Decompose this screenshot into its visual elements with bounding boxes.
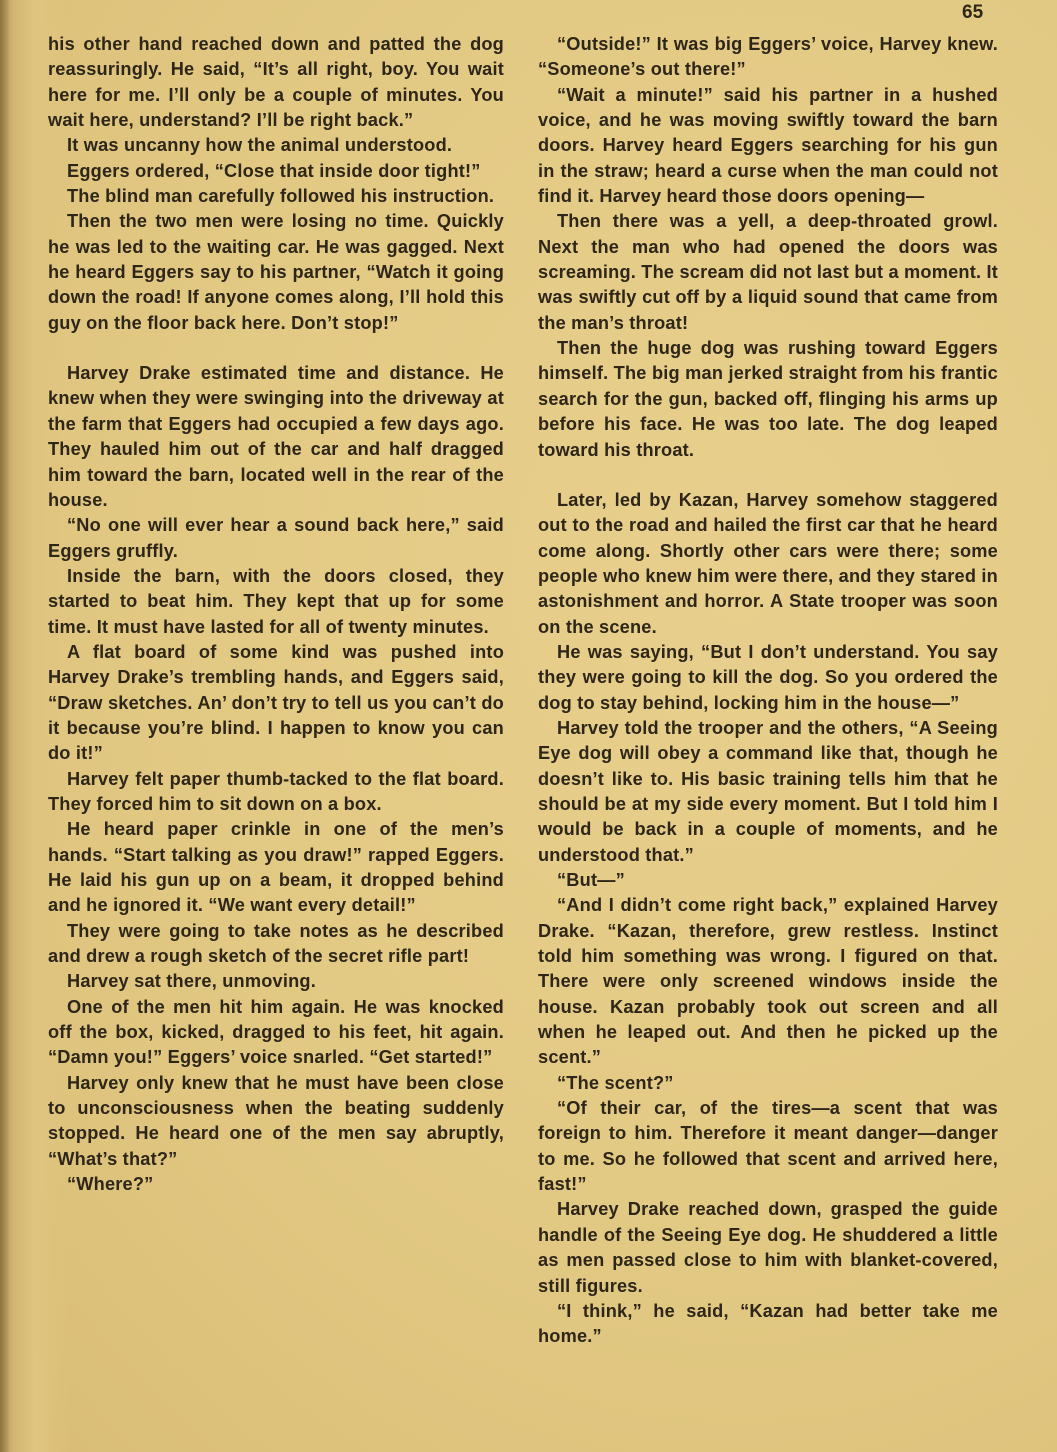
paragraph: “Where?” — [67, 1174, 154, 1195]
right-block-1 — [538, 32, 998, 463]
paragraph: He heard paper crinkle in one of the men’s hands. “Start talking as you draw!” rapped Eggers. He laid his gun up on a beam, it dropped behind and he ignored it. “We want every detail!” — [48, 819, 504, 916]
paragraph: They were going to take notes as he described and drew a rough sketch of the secret rifle part! — [48, 920, 504, 967]
paragraph: One of the men hit him again. He was knocked off the box, kicked, dragged to his feet, hit again. “Damn you!” Eggers’ voice snarled. “Get started!” — [48, 996, 504, 1068]
paragraph: It was uncanny how the animal understood. — [67, 135, 453, 156]
paragraph: “Wait a minute!” said his partner in a hushed voice, and he was moving swiftly toward the barn doors. Harvey heard Eggers searching for his gun in the straw; heard a curse when the man could not find it. Harvey heard those doors opening— — [538, 84, 998, 207]
paragraph: Eggers ordered, “Close that inside door tight!” — [67, 160, 481, 181]
paragraph: “I think,” he said, “Kazan had better take me home.” — [538, 1300, 998, 1347]
paragraph: Harvey Drake estimated time and distance. He knew when they were swinging into the driveway at the farm that Eggers had occupied a few days ago. They hauled him out of the car and half dragged him toward the barn, located well in the rear of the house. — [48, 363, 504, 510]
right-column — [538, 32, 998, 1350]
left-column — [48, 32, 504, 1197]
left-block-1 — [48, 32, 504, 336]
paragraph: “No one will ever hear a sound back here,” said Eggers gruffly. — [48, 515, 504, 561]
paragraph: his other hand reached down and patted the dog reassuringly. He said, “It’s all right, boy. You wait here for me. I’ll only be a couple of minutes. You wait here, understand? I’ll be right back.” — [48, 34, 504, 131]
page-number: 65 — [962, 2, 984, 23]
paragraph: A flat board of some kind was pushed into Harvey Drake’s trembling hands, and Eggers said, “Draw sketches. An’ don’t try to tell us you can’t do it because you’re blind. I happen to know you can do it!” — [48, 641, 504, 764]
paragraph: Harvey only knew that he must have been close to unconsciousness when the beating suddenly stopped. He heard one of the men say abruptly, “What’s that?” — [48, 1072, 504, 1169]
section-break — [48, 336, 504, 361]
paragraph: Then there was a yell, a deep-throated growl. Next the man who had opened the doors was screaming. The scream did not last but a moment. It was swiftly cut off by a liquid sound that came from the man’s throat! — [538, 211, 998, 333]
paragraph: He was saying, “But I don’t understand. You say they were going to kill the dog. So you ordered the dog to stay behind, locking him in the house—” — [538, 641, 998, 713]
paragraph: Then the huge dog was rushing toward Eggers himself. The big man jerked straight from his frantic search for the gun, backed off, flinging his arms up before his face. He was too late. The dog leaped toward his throat. — [538, 338, 998, 460]
paragraph: Harvey told the trooper and the others, “A Seeing Eye dog will obey a command like that, though he doesn’t like to. His basic training tells him that he should be at my side every moment. But I told him I would be back in a couple of moments, and he understood that.” — [538, 717, 998, 865]
paragraph: Later, led by Kazan, Harvey somehow staggered out to the road and hailed the first car that he heard come along. Shortly other cars were there; some people who knew him were there, and they stared in astonishment and horror. A State trooper was soon on the scene. — [538, 489, 998, 637]
page-binding-shadow — [0, 0, 10, 1452]
paragraph: “But—” — [557, 870, 625, 890]
paragraph: Then the two men were losing no time. Quickly he was led to the waiting car. He was gagged. Next he heard Eggers say to his partner, “Watch it going down the road! If anyone comes along, I’ll hold this guy on the floor back here. Don’t stop!” — [48, 211, 504, 333]
section-break — [538, 463, 998, 488]
paragraph: Harvey sat there, unmoving. — [67, 971, 316, 992]
paragraph: “The scent?” — [557, 1072, 674, 1093]
paragraph: Inside the barn, with the doors closed, they started to beat him. They kept that up for some time. It must have lasted for all of twenty minutes. — [48, 565, 504, 637]
paragraph: Harvey felt paper thumb-tacked to the flat board. They forced him to sit down on a box. — [48, 768, 504, 814]
paragraph: “Outside!” It was big Eggers’ voice, Harvey knew. “Someone’s out there!” — [538, 34, 998, 80]
left-block-2 — [48, 361, 504, 1197]
paragraph: “Of their car, of the tires—a scent that was foreign to him. Therefore it meant danger—danger to me. So he followed that scent and arrived here, fast!” — [538, 1098, 998, 1195]
paragraph: “And I didn’t come right back,” explained Harvey Drake. “Kazan, therefore, grew restless. Instinct told him something was wrong. I figured on that. There were only screened windows inside the house. Kazan probably took out screen and all when he leaped out. And then he picked up the scent.” — [538, 895, 998, 1068]
paragraph: The blind man carefully followed his instruction. — [67, 186, 495, 207]
right-block-2 — [538, 488, 998, 1350]
paragraph: Harvey Drake reached down, grasped the guide handle of the Seeing Eye dog. He shuddered a little as men passed close to him with blanket-covered, still figures. — [538, 1199, 998, 1296]
